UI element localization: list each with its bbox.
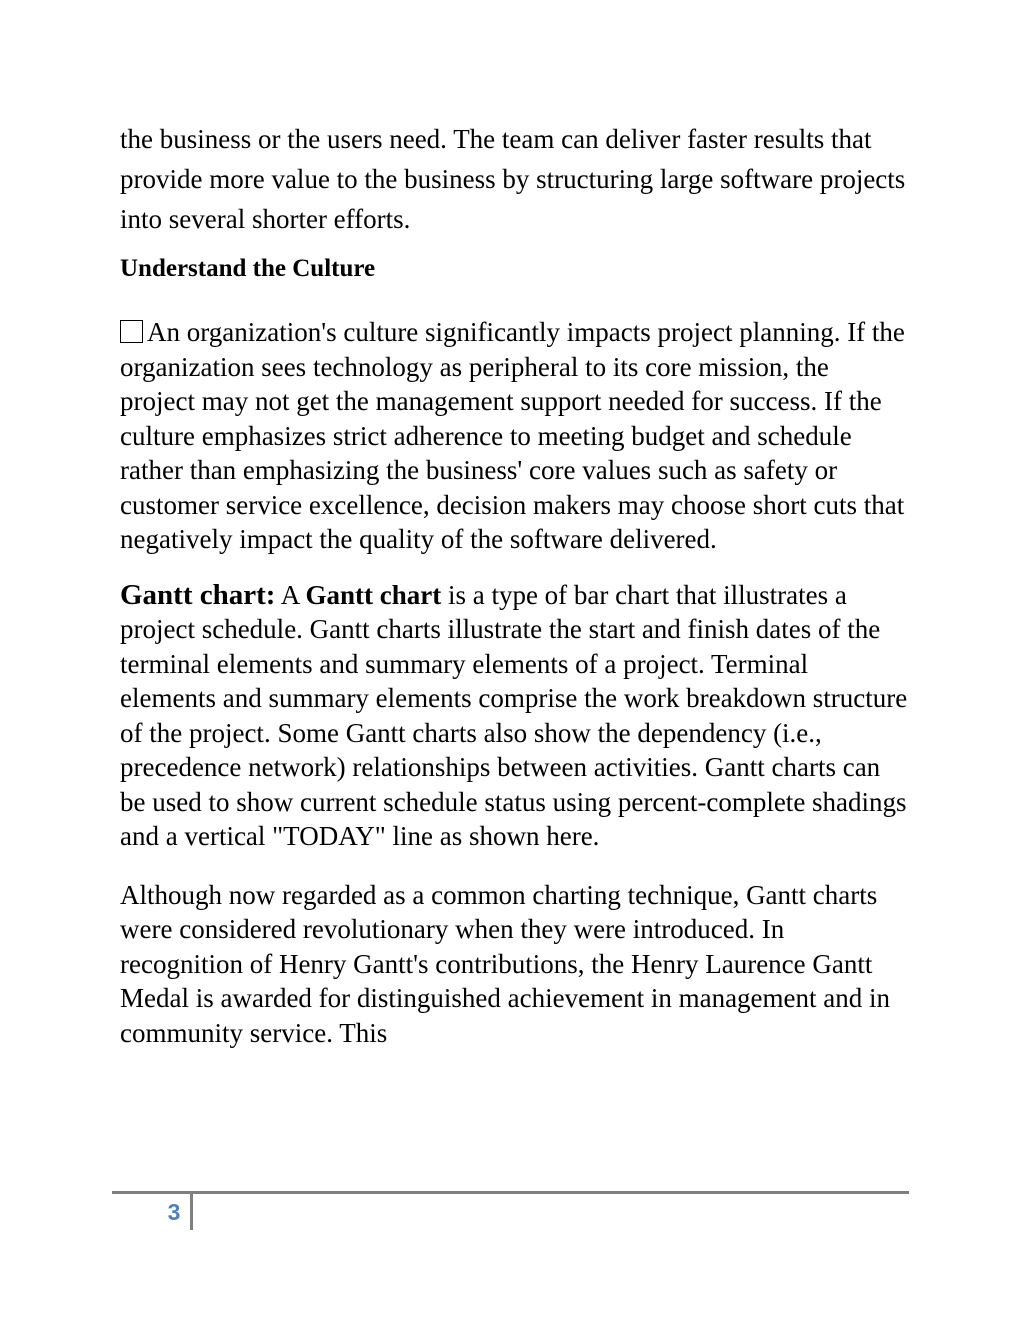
footer-rule — [112, 1191, 909, 1194]
gantt-lead-term: Gantt chart: — [120, 578, 276, 611]
culture-paragraph-text: An organization's culture significantly impacts project planning. If the organization sees technology as peripheral to its core mission, the project may not get the management support needed for success. If the culture emphasizes strict adherence to meeting budget and schedule rather than emphasizing the business' core values such as safety or customer service excellence, decision makers may choose short cuts that negatively impact the quality of the software delivered. — [120, 317, 905, 554]
culture-heading: Understand the Culture — [120, 255, 376, 282]
page-content — [120, 119, 910, 1050]
gantt-paragraph-text: is a type of bar chart that illustrates a project schedule. Gantt charts illustrate the start and finish dates of the terminal elements and summary elements of a project. Terminal elements and summary elements comprise the work breakdown structure of the project. Some Gantt charts also show the dependency (i.e., precedence network) relationships between activities. Gantt charts can be used to show current schedule status using percent-complete shadings and a vertical "TODAY" line as shown here. — [120, 579, 908, 851]
footer-divider — [190, 1194, 193, 1230]
gantt-article: A — [275, 579, 306, 610]
gantt-paragraph — [120, 578, 910, 854]
history-paragraph: Although now regarded as a common charting technique, Gantt charts were considered revolutionary when they were introduced. In recognition of Henry Gantt's contributions, the Henry Laurence Gantt Medal is awarded for distinguished achievement in management and in community service. This — [120, 879, 891, 1048]
empty-checkbox-icon — [120, 320, 143, 343]
intro-paragraph: the business or the users need. The team can deliver faster results that provide more value to the business by structuring large software projects into several shorter efforts. — [120, 124, 906, 234]
culture-paragraph — [120, 315, 910, 557]
gantt-inline-term: Gantt chart — [305, 579, 442, 610]
page-number: 3 — [167, 1199, 181, 1225]
